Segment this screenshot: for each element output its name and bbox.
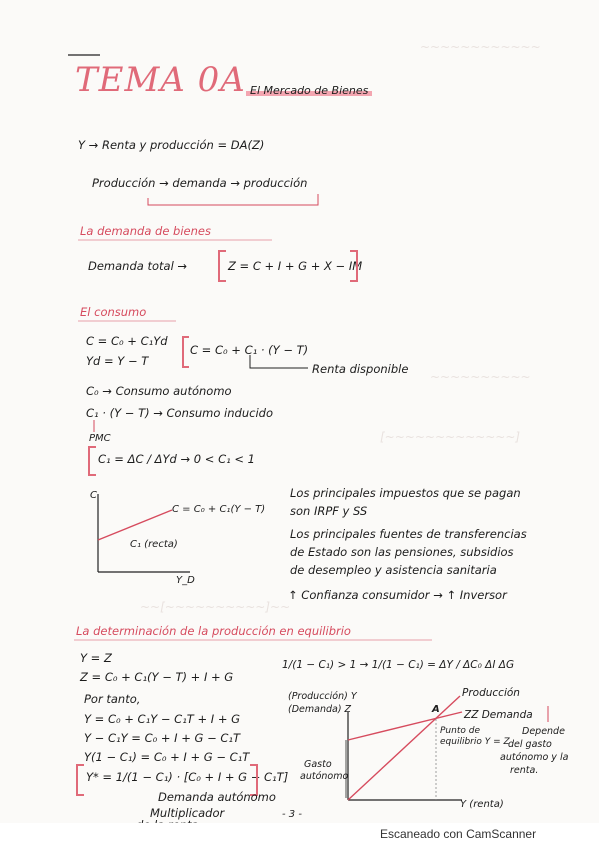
equation-3: Y = C₀ + C₁Y − C₁T + I + G — [84, 712, 241, 726]
chart2-point-a: A — [432, 704, 440, 715]
yd-equation: Yd = Y − T — [86, 354, 149, 368]
chart2-x-axis-label: Y (renta) — [460, 799, 504, 810]
demanda-autonomo-label: Demanda autónomo — [158, 790, 276, 804]
chart2-production-line — [348, 696, 460, 800]
page-title: TEMA 0A — [75, 60, 246, 100]
bleed-through: ~~~~~~~~~~ — [430, 370, 531, 384]
bleed-through: ~~~~~~~~~~~~ — [420, 40, 541, 54]
consumo-full-equation: C = C₀ + C₁ · (Y − T) — [190, 343, 309, 357]
depende-3: autónomo y la — [500, 752, 569, 763]
section-heading-equilibrio: La determinación de la producción en equilibrio — [76, 624, 351, 638]
depende-1: Depende — [522, 726, 565, 737]
multiplicador-label: Multiplicador — [150, 806, 225, 820]
gasto-autonomo-1: Gasto — [304, 759, 332, 770]
scanner-footer — [0, 823, 599, 848]
production-loop: Producción → demanda → producción — [92, 176, 308, 190]
impuestos-line-2: son IRPF y SS — [290, 504, 368, 518]
punto-equilibrio-1: Punto de — [440, 726, 480, 736]
chart1-y-axis-label: C — [90, 490, 97, 501]
equation-4: Y − C₁Y = C₀ + I + G − C₁T — [84, 731, 241, 745]
transferencias-line-1: Los principales fuentes de transferencias — [290, 527, 527, 541]
renta-arrow — [250, 355, 308, 368]
chart2-y-axis-label-1: (Producción) Y — [288, 691, 357, 702]
transferencias-line-3: de desempleo y asistencia sanitaria — [290, 563, 497, 577]
gasto-autonomo-2: autónomo — [300, 771, 349, 782]
consumo-autonomo: C₀ → Consumo autónomo — [86, 384, 232, 398]
chart2-produccion-label: Producción — [462, 687, 520, 699]
pmc-label: PMC — [89, 433, 111, 444]
chart1-consumption-line — [98, 510, 172, 540]
transferencias-line-2: de Estado son las pensiones, subsidios — [290, 545, 514, 559]
demanda-total-label: Demanda total → — [88, 259, 188, 273]
page-subtitle: El Mercado de Bienes — [246, 84, 372, 97]
section-heading-consumo: El consumo — [80, 305, 147, 319]
loop-arrow — [148, 194, 318, 205]
impuestos-line-1: Los principales impuestos que se pagan — [290, 486, 521, 500]
bleed-through: ~~[~~~~~~~~~~]~~ — [140, 600, 291, 614]
definition-y: Y → Renta y producción = DA(Z) — [78, 138, 265, 152]
bleed-through: [~~~~~~~~~~~~~] — [380, 430, 521, 444]
demanda-total-equation: Z = C + I + G + X − IM — [228, 259, 363, 273]
equation-1: Y = Z — [80, 651, 112, 665]
pmc-equation: C₁ = ΔC / ΔYd → 0 < C₁ < 1 — [98, 452, 255, 466]
equilibrium-output-equation: Y* = 1/(1 − C₁) · [C₀ + I + G − C₁T] — [86, 770, 289, 784]
section-heading-demanda: La demanda de bienes — [80, 224, 211, 238]
page-number: - 3 - — [282, 809, 302, 820]
chart1-x-axis-label: Y_D — [176, 575, 195, 586]
chart2-demand-line — [348, 712, 462, 740]
scanner-watermark: Escaneado con CamScanner — [380, 827, 537, 841]
por-tanto: Por tanto, — [84, 692, 141, 706]
chart1-slope-label: C₁ (recta) — [130, 539, 178, 550]
depende-2: del gasto — [508, 739, 552, 750]
chart2-demanda-label: ZZ Demanda — [464, 709, 533, 721]
multiplier-condition: 1/(1 − C₁) > 1 → 1/(1 − C₁) = ΔY / ΔC₀ ΔI ΔG — [282, 659, 515, 671]
depende-4: renta. — [510, 765, 539, 776]
punto-equilibrio-2: equilibrio Y = Z — [440, 737, 510, 747]
renta-disponible: Renta disponible — [312, 362, 409, 376]
equation-2: Z = C₀ + C₁(Y − T) + I + G — [80, 670, 234, 684]
consumo-equation: C = C₀ + C₁Yd — [86, 334, 168, 348]
consumo-inducido: C₁ · (Y − T) → Consumo inducido — [86, 406, 273, 420]
confianza-line: ↑ Confianza consumidor → ↑ Inversor — [288, 588, 507, 602]
chart2-y-axis-label-2: (Demanda) Z — [288, 704, 352, 715]
chart1-line-label: C = C₀ + C₁(Y − T) — [172, 504, 266, 515]
equation-5: Y(1 − C₁) = C₀ + I + G − C₁T — [84, 750, 250, 764]
